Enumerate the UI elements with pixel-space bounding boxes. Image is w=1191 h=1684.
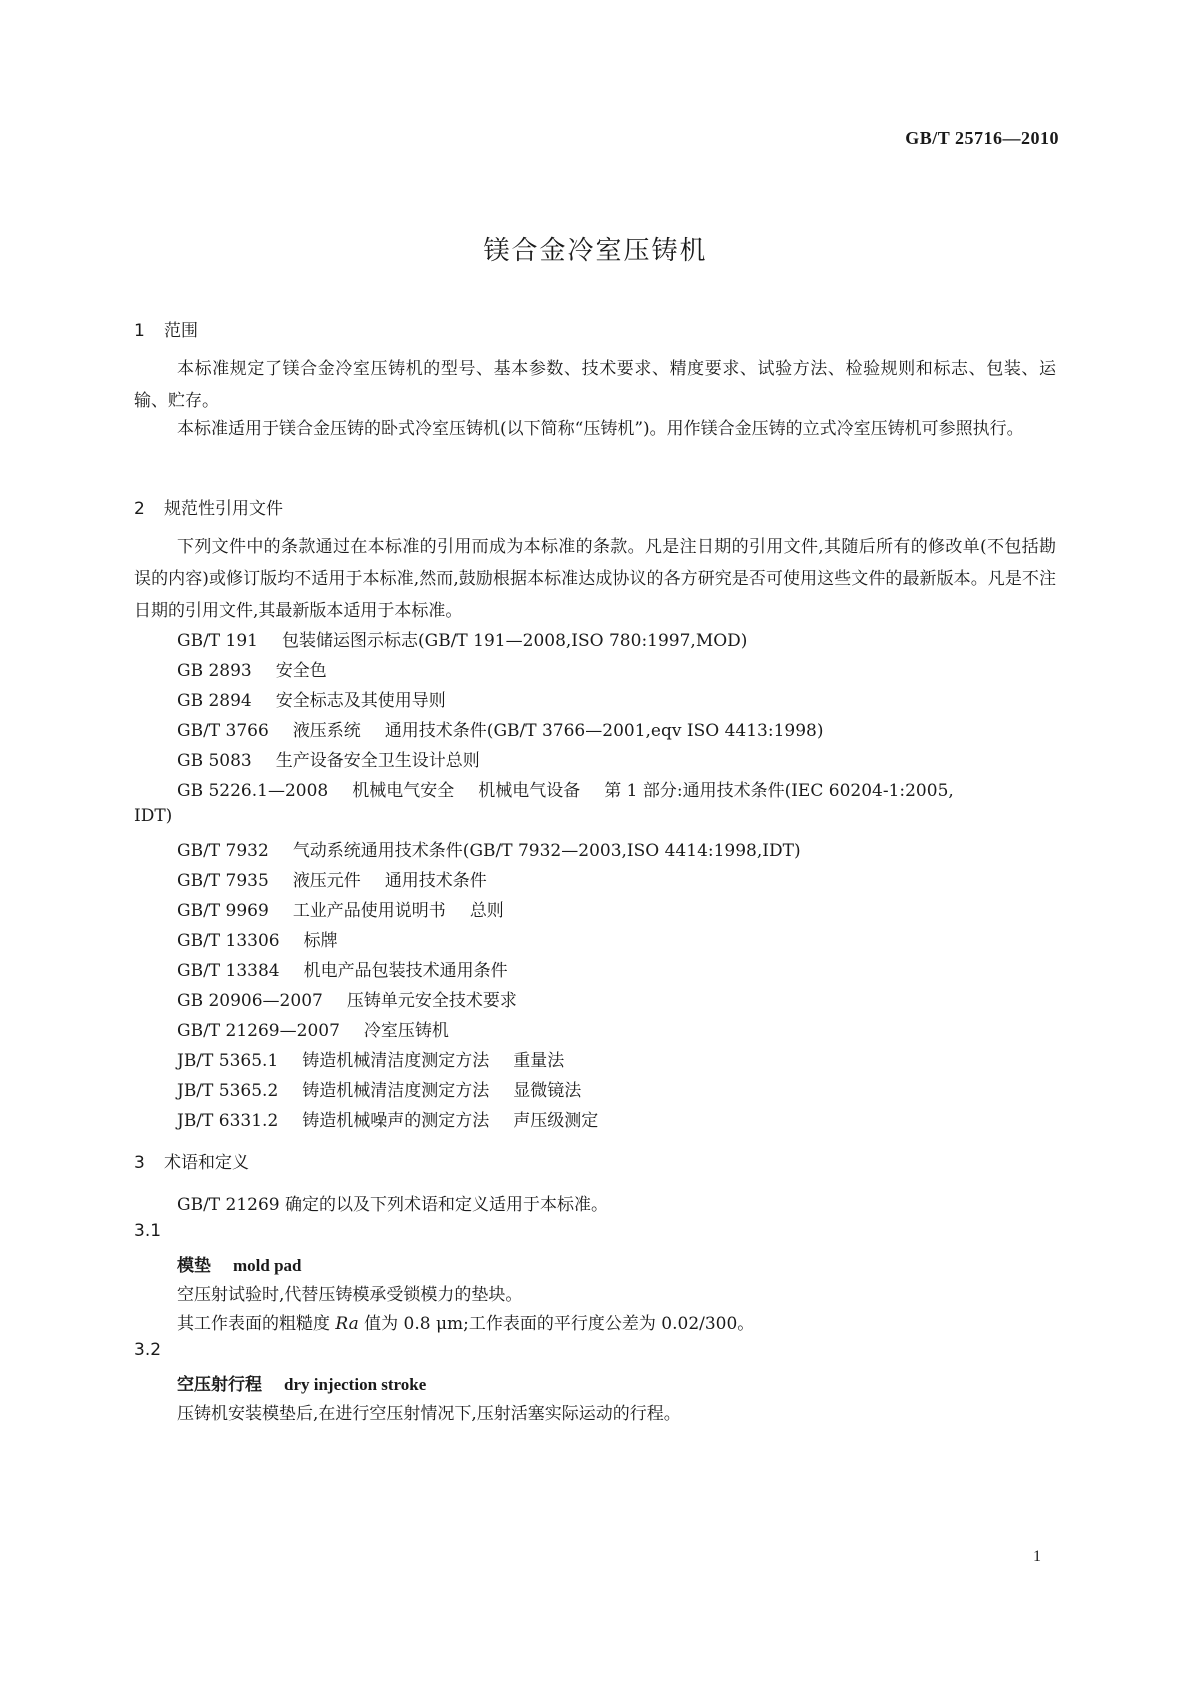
reference-item <box>177 926 338 951</box>
section-number: 1 <box>134 321 145 341</box>
reference-item <box>177 866 487 891</box>
term-definition: 空压射试验时,代替压铸模承受锁模力的垫块。 <box>177 1285 523 1305</box>
reference-item <box>177 626 747 651</box>
reference-title: 工业产品使用说明书 <box>292 901 446 921</box>
reference-title-part: 机械电气设备 <box>478 781 581 801</box>
reference-title: 机电产品包装技术通用条件 <box>303 961 508 981</box>
reference-code: GB 5226.1—2008 <box>177 781 329 801</box>
term-number: 3.1 <box>134 1221 162 1241</box>
reference-item <box>177 896 504 921</box>
reference-title-part: 第 1 部分:通用技术条件(IEC 60204-1:2005, <box>604 781 954 801</box>
reference-code: GB 5083 <box>177 751 252 771</box>
term-heading <box>177 1370 426 1395</box>
section-title: 范围 <box>164 321 198 341</box>
reference-code: GB/T 191 <box>177 631 258 651</box>
reference-item <box>177 716 823 741</box>
reference-item <box>177 776 954 801</box>
reference-item <box>177 656 327 681</box>
reference-code: GB 20906—2007 <box>177 991 323 1011</box>
term-note-text: 其工作表面的粗糙度 <box>177 1314 336 1334</box>
section-1-paragraph-1: 本标准规定了镁合金冷室压铸机的型号、基本参数、技术要求、精度要求、试验方法、检验规则和标志、包装、运输、贮存。 <box>134 359 1056 411</box>
reference-item <box>177 746 480 771</box>
reference-title: 生产设备安全卫生设计总则 <box>275 751 480 771</box>
section-1-heading <box>134 316 198 341</box>
reference-title: 液压元件 <box>292 871 361 891</box>
term-english: dry injection stroke <box>284 1375 427 1394</box>
reference-item <box>177 1076 581 1101</box>
reference-code: GB/T 3766 <box>177 721 269 741</box>
section-number: 3 <box>134 1153 145 1173</box>
reference-item <box>177 836 801 861</box>
reference-item <box>177 1016 449 1041</box>
reference-title: 铸造机械清洁度测定方法 <box>302 1081 490 1101</box>
section-title: 规范性引用文件 <box>164 499 283 519</box>
section-title: 术语和定义 <box>164 1153 249 1173</box>
standard-number: GB/T 25716—2010 <box>905 128 1059 148</box>
reference-code: GB 2893 <box>177 661 252 681</box>
reference-code: GB/T 13384 <box>177 961 280 981</box>
reference-title: 铸造机械清洁度测定方法 <box>302 1051 490 1071</box>
term-english: mold pad <box>233 1256 302 1275</box>
reference-code: GB/T 9969 <box>177 901 269 921</box>
reference-title-part: 显微镜法 <box>513 1081 582 1101</box>
section-2-heading <box>134 494 283 519</box>
reference-title: 压铸单元安全技术要求 <box>346 991 517 1011</box>
reference-title-part: 声压级测定 <box>513 1111 599 1131</box>
reference-item <box>177 686 446 711</box>
reference-code: GB/T 7935 <box>177 871 269 891</box>
reference-code: GB/T 7932 <box>177 841 269 861</box>
term-note <box>177 1309 754 1334</box>
section-1-paragraph-2: 本标准适用于镁合金压铸的卧式冷室压铸机(以下简称“压铸机”)。用作镁合金压铸的立式冷室压铸机可参照执行。 <box>177 419 1024 439</box>
document-title: 镁合金冷室压铸机 <box>483 236 708 266</box>
reference-code: JB/T 5365.1 <box>177 1051 279 1071</box>
reference-code: GB/T 21269—2007 <box>177 1021 340 1041</box>
term-chinese: 空压射行程 <box>177 1375 262 1395</box>
term-number: 3.2 <box>134 1340 162 1360</box>
reference-code: GB 2894 <box>177 691 252 711</box>
section-2-paragraph-1: 下列文件中的条款通过在本标准的引用而成为本标准的条款。凡是注日期的引用文件,其随后所有的修改单(不包括勘误的内容)或修订版均不适用于本标准,然而,鼓励根据本标准达成协议的各方研究是否可使用这些文件的最新版本。凡是不注日期的引用文件,其最新版本适用于本标准。 <box>134 537 1056 621</box>
term-chinese: 模垫 <box>177 1256 211 1276</box>
reference-code: JB/T 5365.2 <box>177 1081 279 1101</box>
reference-title: 冷室压铸机 <box>363 1021 449 1041</box>
reference-code: JB/T 6331.2 <box>177 1111 279 1131</box>
reference-title: 液压系统 <box>292 721 361 741</box>
section-3-intro: GB/T 21269 确定的以及下列术语和定义适用于本标准。 <box>177 1195 609 1215</box>
reference-item <box>177 986 517 1011</box>
reference-item <box>177 1106 598 1131</box>
reference-item <box>177 1046 564 1071</box>
reference-title-part: 通用技术条件(GB/T 3766—2001,eqv ISO 4413:1998) <box>384 721 824 741</box>
reference-code: GB/T 13306 <box>177 931 280 951</box>
reference-title: 铸造机械噪声的测定方法 <box>302 1111 490 1131</box>
term-note-text: 值为 0.8 μm;工作表面的平行度公差为 0.02/300。 <box>358 1314 755 1334</box>
reference-item <box>177 956 508 981</box>
term-heading <box>177 1251 302 1276</box>
section-number: 2 <box>134 499 145 519</box>
reference-title: 包装储运图示标志(GB/T 191—2008,ISO 780:1997,MOD) <box>282 631 748 651</box>
reference-title: 机械电气安全 <box>352 781 455 801</box>
reference-title: 标牌 <box>303 931 338 951</box>
reference-continuation: IDT) <box>134 806 173 826</box>
reference-title: 气动系统通用技术条件(GB/T 7932—2003,ISO 4414:1998,IDT) <box>292 841 801 861</box>
roughness-symbol: Ra <box>335 1314 359 1334</box>
page-number: 1 <box>1033 1548 1041 1565</box>
section-3-heading <box>134 1148 249 1173</box>
reference-title: 安全色 <box>275 661 327 681</box>
reference-title-part: 总则 <box>469 901 504 921</box>
reference-title-part: 重量法 <box>513 1051 565 1071</box>
reference-title-part: 通用技术条件 <box>384 871 487 891</box>
reference-title: 安全标志及其使用导则 <box>275 691 446 711</box>
term-definition: 压铸机安装模垫后,在进行空压射情况下,压射活塞实际运动的行程。 <box>177 1404 681 1424</box>
